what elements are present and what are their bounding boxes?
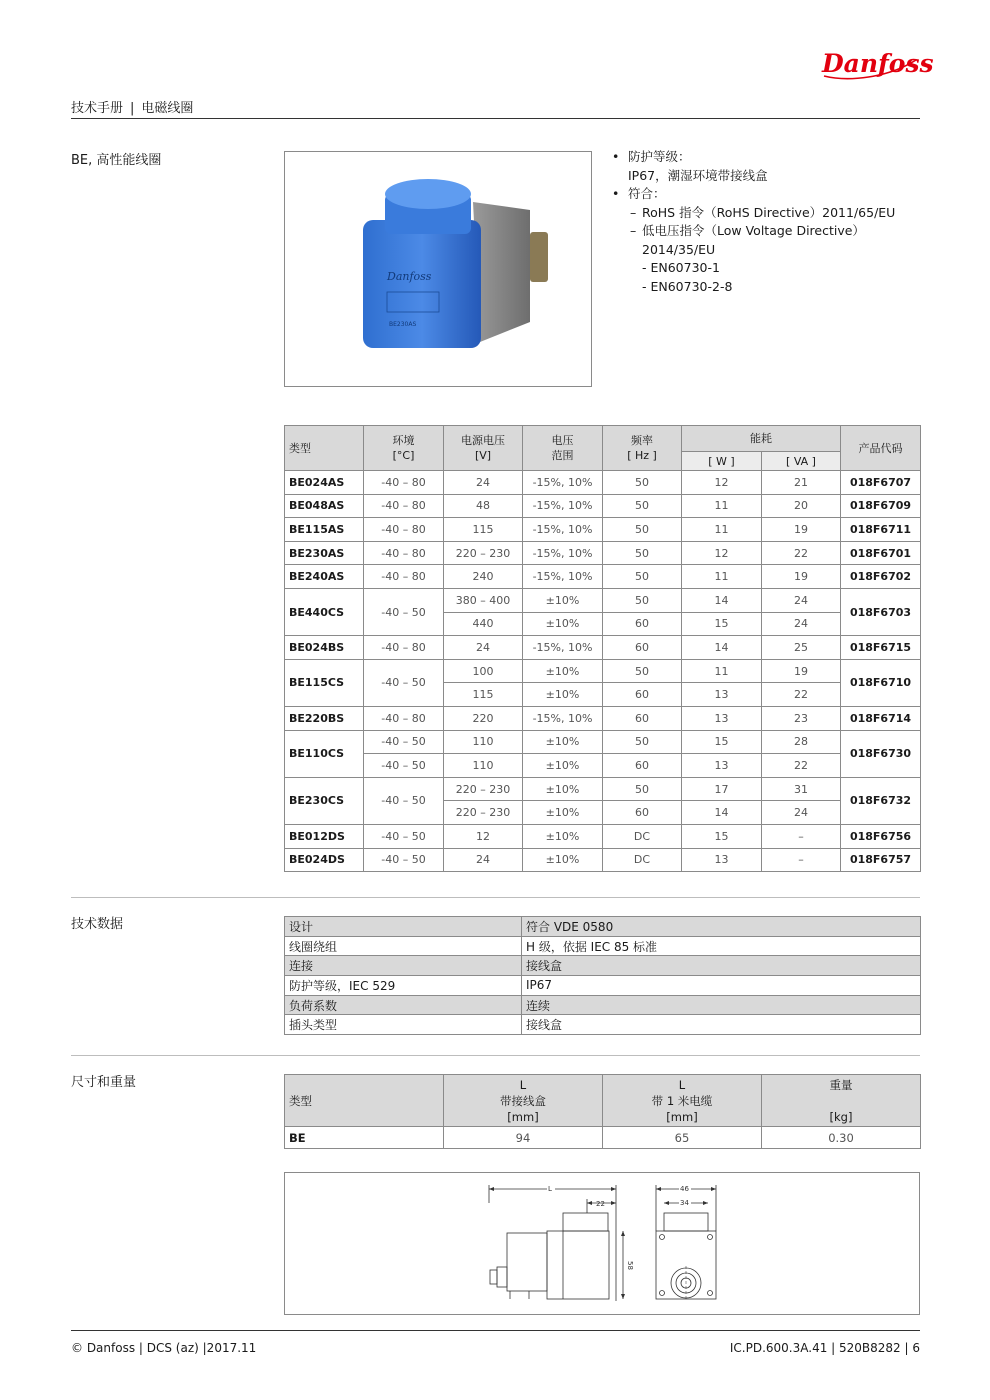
- tech-data-label: 技术数据: [71, 917, 124, 932]
- table-row: BE024DS -40 – 50 24 ±10% DC 13 – 018F6757: [285, 848, 921, 872]
- table-row: 115 ±10% 60 13 22: [285, 683, 921, 707]
- coil-illustration: [285, 152, 591, 386]
- manual-title: 技术手册: [71, 101, 124, 116]
- compliance-item: - EN60730-2-8: [642, 278, 733, 294]
- table-row: 防护等级，IEC 529 IP67: [285, 976, 921, 996]
- coil-spec-table: [284, 425, 921, 872]
- table-row: 连接 接线盒: [285, 956, 921, 976]
- header-rule: [71, 118, 920, 119]
- table-row: BE048AS -40 – 80 48 -15%, 10% 50 11 20 018F6709: [285, 494, 921, 518]
- topic-title: 电磁线圈: [141, 101, 194, 116]
- section-divider: [71, 897, 920, 898]
- table-row: BE 94 65 0.30: [285, 1127, 921, 1149]
- table-row: BE024AS -40 – 80 24 -15%, 10% 50 12 21 018F6707: [285, 471, 921, 495]
- table-row: BE230AS -40 – 80 220 – 230 -15%, 10% 50 12 22 018F6701: [285, 541, 921, 565]
- col-w: [ W ]: [682, 452, 762, 471]
- tech-data-table: [284, 916, 921, 1035]
- table-row: 负荷系数 连续: [285, 995, 921, 1015]
- dim-34-label: 34: [680, 1199, 689, 1207]
- dim-46-label: 46: [680, 1185, 689, 1193]
- page-header: [71, 97, 193, 116]
- compliance-title: 符合：: [628, 186, 666, 201]
- dim-weight-label: 尺寸和重量: [71, 1075, 137, 1090]
- compliance-item: RoHS 指令（RoHS Directive）2011/65/EU: [642, 204, 896, 220]
- dim-58-label: 58: [626, 1261, 634, 1270]
- table-row: 设计 符合 VDE 0580: [285, 917, 921, 937]
- footer-rule: [71, 1330, 920, 1331]
- section-be-label: BE, 高性能线圈: [71, 153, 162, 168]
- col-supply: 电源电压 [V]: [444, 426, 523, 471]
- col-range: 电压 范围: [523, 426, 603, 471]
- table-row: -40 – 50 110 ±10% 60 13 22: [285, 754, 921, 778]
- dim-22-label: 22: [596, 1200, 605, 1208]
- logo-wordmark: Danfoss: [822, 49, 934, 78]
- table-row: BE115AS -40 – 80 115 -15%, 10% 50 11 19 018F6711: [285, 518, 921, 542]
- header-separator: |: [130, 101, 135, 116]
- feature-list: • 防护等级： IP67，潮湿环境带接线盒 • 符合： – RoHS 指令（RoHS Directive）2011/65/EU – 低电压指令（Low Voltage Directive） 2014/35/EU - EN60730-1 - EN60730-2-8: [612, 148, 895, 296]
- col-weight: 重量 [kg]: [762, 1075, 921, 1127]
- product-photo: [284, 151, 592, 387]
- section-divider: [71, 1055, 920, 1056]
- dim-weight-table: [284, 1074, 921, 1149]
- col-power: 能耗: [682, 426, 841, 452]
- col-freq: 频率 [ Hz ]: [603, 426, 682, 471]
- col-type: 类型: [285, 1075, 444, 1127]
- coil-model: BE230AS: [389, 321, 417, 328]
- table-row: BE110CS -40 – 50 110 ±10% 50 15 28 018F6730: [285, 730, 921, 754]
- table-row: BE012DS -40 – 50 12 ±10% DC 15 – 018F6756: [285, 824, 921, 848]
- col-l-box: L 带接线盒 [mm]: [444, 1075, 603, 1127]
- table-row: BE220BS -40 – 80 220 -15%, 10% 60 13 23 018F6714: [285, 706, 921, 730]
- col-code: 产品代码: [841, 426, 921, 471]
- col-type: 类型: [285, 426, 364, 471]
- dimension-drawing: [284, 1172, 920, 1315]
- compliance-item: 2014/35/EU: [642, 241, 716, 257]
- table-row: BE024BS -40 – 80 24 -15%, 10% 60 14 25 018F6715: [285, 636, 921, 660]
- table-row: BE440CS -40 – 50 380 – 400 ±10% 50 14 24 018F6703: [285, 588, 921, 612]
- footer-doc-ref: IC.PD.600.3A.41 | 520B8282 | 6: [729, 1341, 920, 1355]
- table-row: BE230CS -40 – 50 220 – 230 ±10% 50 17 31 018F6732: [285, 777, 921, 801]
- table-row: BE240AS -40 – 80 240 -15%, 10% 50 11 19 018F6702: [285, 565, 921, 589]
- col-env: 环境 [°C]: [364, 426, 444, 471]
- dim-L-label: L: [548, 1185, 552, 1193]
- protection-value: IP67，潮湿环境带接线盒: [628, 167, 768, 183]
- col-va: [ VA ]: [762, 452, 841, 471]
- table-row: 220 – 230 ±10% 60 14 24: [285, 801, 921, 825]
- table-row: BE115CS -40 – 50 100 ±10% 50 11 19 018F6710: [285, 659, 921, 683]
- footer-copyright: © Danfoss | DCS (az) |2017.11: [71, 1341, 257, 1355]
- danfoss-logo: [818, 42, 934, 86]
- table-row: 插头类型 接线盒: [285, 1015, 921, 1035]
- coil-logo: Danfoss: [387, 270, 432, 283]
- table-row: 440 ±10% 60 15 24: [285, 612, 921, 636]
- compliance-item: 低电压指令（Low Voltage Directive）: [642, 223, 865, 238]
- protection-title: 防护等级：: [628, 149, 691, 164]
- col-l-cable: L 带 1 米电缆 [mm]: [603, 1075, 762, 1127]
- compliance-item: - EN60730-1: [642, 260, 720, 275]
- table-row: 线圈绕组 H 级，依据 IEC 85 标准: [285, 936, 921, 956]
